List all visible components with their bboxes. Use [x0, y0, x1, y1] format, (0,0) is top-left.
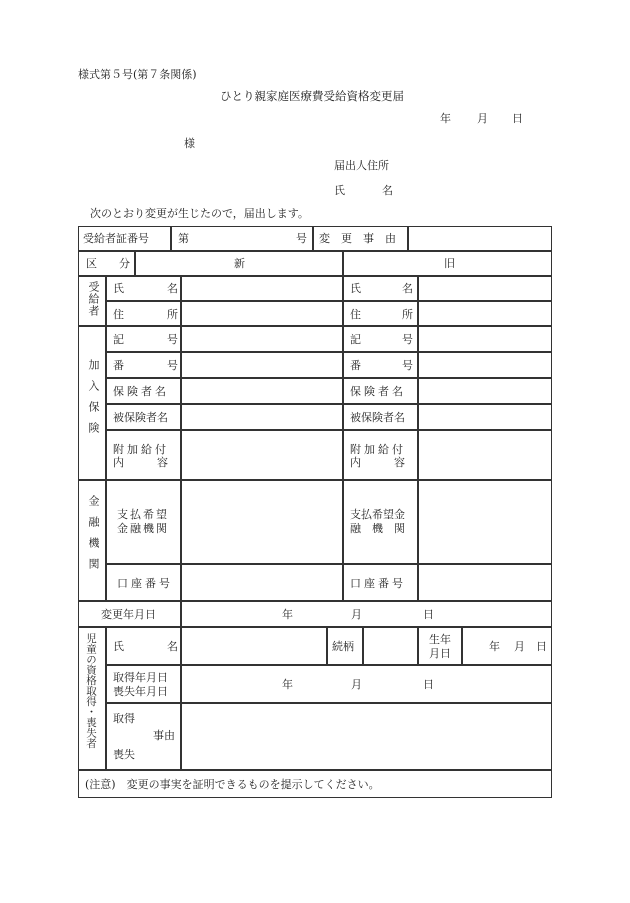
relation-input[interactable]: [363, 627, 418, 665]
reason-acquire: 取得: [113, 712, 135, 725]
benefit-old-label-cell: [343, 430, 418, 480]
number-old-label-a: 番: [350, 359, 361, 372]
birth-label-line2: 月日: [429, 647, 451, 660]
insured-label-cell: [106, 404, 181, 430]
kubun-cell: [78, 251, 135, 276]
symbol-label-a: 記: [113, 333, 124, 346]
recipient-group-label: 受給者: [87, 281, 100, 317]
account-old-input[interactable]: [418, 564, 552, 601]
symbol-new-input[interactable]: [181, 326, 343, 352]
change-date-tsuki: 月: [351, 608, 362, 621]
relation-label-cell: [327, 627, 363, 665]
recipient-name-mei: 名: [167, 282, 178, 295]
bank-new-input[interactable]: [181, 480, 343, 564]
birth-hi: 日: [536, 640, 547, 653]
recipient-address-old-sho: 所: [402, 308, 413, 321]
symbol-old-label-a: 記: [350, 333, 361, 346]
bank-group-cell: [78, 480, 106, 601]
insurer-new-input[interactable]: [181, 378, 343, 404]
date-month-label: 月: [477, 112, 488, 125]
child-name-label-cell: [106, 627, 181, 665]
number-old-input[interactable]: [418, 352, 552, 378]
reason-input[interactable]: [181, 703, 552, 770]
recipient-address-label-cell: [106, 301, 181, 326]
account-label-cell: [106, 564, 181, 601]
form-title: ひとり親家庭医療費受給資格変更届: [220, 89, 404, 103]
intro-sentence: 次のとおり変更が生じたので，届出します。: [90, 207, 309, 220]
old-header: 旧: [444, 257, 455, 270]
benefit-old-label-line1: 附加給付: [350, 443, 406, 456]
reason-lose: 喪失: [113, 748, 135, 761]
insurance-group-label: 加入保険: [87, 359, 100, 443]
benefit-old-label-line2: 内 容: [350, 456, 405, 469]
cert-no-go: 号: [296, 232, 307, 245]
recipient-address-old-label-cell: [343, 301, 418, 326]
old-header-cell: [343, 251, 552, 276]
change-date-hi: 日: [423, 608, 434, 621]
recipient-name-label-cell: [106, 276, 181, 301]
kubun-label-a: 区: [86, 257, 97, 270]
recipient-name-new-input[interactable]: [181, 276, 343, 301]
birth-nen: 年: [489, 640, 500, 653]
form-number: 様式第５号(第７条関係): [78, 68, 197, 81]
account-old-label: 口座番号: [350, 577, 406, 590]
insured-label: 被保険者名: [113, 411, 168, 424]
bank-label-line1: 支払希望: [117, 508, 169, 521]
date-year-label: 年: [440, 112, 451, 125]
change-reason-input[interactable]: [408, 226, 552, 251]
change-date-label: 変更年月日: [101, 608, 156, 621]
kubun-label-b: 分: [119, 257, 130, 270]
insured-old-input[interactable]: [418, 404, 552, 430]
change-date-label-cell: [78, 601, 181, 627]
change-date-input[interactable]: [181, 601, 552, 627]
date-day-label: 日: [512, 112, 523, 125]
acq-loss-date-input[interactable]: [181, 665, 552, 703]
bank-old-label-line2: 融 機 関: [350, 522, 405, 535]
recipient-address-old-input[interactable]: [418, 301, 552, 326]
reason-label-cell: [106, 703, 181, 770]
bank-label-cell: [106, 480, 181, 564]
acq-loss-nen: 年: [282, 678, 293, 691]
insurer-old-label: 保険者名: [350, 385, 406, 398]
child-name-mei: 名: [167, 640, 178, 653]
symbol-old-input[interactable]: [418, 326, 552, 352]
change-reason-label-cell: [313, 226, 408, 251]
acq-loss-tsuki: 月: [351, 678, 362, 691]
acq-loss-hi: 日: [423, 678, 434, 691]
recipient-address-old-ju: 住: [350, 308, 361, 321]
insurer-label: 保険者名: [113, 385, 169, 398]
change-reason-label: 変 更 事 由: [319, 232, 396, 245]
applicant-name-label-mei: 名: [382, 184, 393, 197]
note-text: (注意) 変更の事実を証明できるものを提示してください。: [85, 778, 380, 791]
birth-date-input[interactable]: [462, 627, 552, 665]
number-label-a: 番: [113, 359, 124, 372]
account-label: 口座番号: [117, 577, 173, 590]
bank-label-line2: 金融機関: [117, 522, 169, 535]
number-old-label-cell: [343, 352, 418, 378]
symbol-label-cell: [106, 326, 181, 352]
symbol-old-label-cell: [343, 326, 418, 352]
acq-loss-date-label-cell: [106, 665, 181, 703]
symbol-label-b: 号: [167, 333, 178, 346]
bank-group-label: 金融機関: [87, 495, 100, 579]
birth-label-line1: 生年: [429, 633, 451, 646]
bank-old-label-line1: 支払希望金: [350, 508, 405, 521]
acquire-date-label: 取得年月日: [113, 671, 168, 684]
benefit-label-line2: 内 容: [113, 456, 168, 469]
recipient-name-old-shi: 氏: [350, 282, 361, 295]
bank-old-input[interactable]: [418, 480, 552, 564]
note-cell: [78, 770, 552, 798]
benefit-label-cell: [106, 430, 181, 480]
new-header-cell: [135, 251, 343, 276]
recipient-group-cell: [78, 276, 106, 326]
change-date-nen: 年: [282, 608, 293, 621]
insured-old-label: 被保険者名: [350, 411, 405, 424]
cert-no-label-cell: [78, 226, 171, 251]
cert-no-label: 受給者証番号: [83, 232, 149, 245]
insurance-group-cell: [78, 326, 106, 480]
lose-date-label: 喪失年月日: [113, 685, 168, 698]
relation-label: 続柄: [332, 640, 354, 653]
birth-label-cell: [418, 627, 462, 665]
child-group-label: 児童の資格取得・喪失者: [85, 633, 97, 749]
insured-new-input[interactable]: [181, 404, 343, 430]
insurer-old-label-cell: [343, 378, 418, 404]
cert-no-input-cell[interactable]: [171, 226, 313, 251]
cert-no-dai: 第: [178, 232, 189, 245]
symbol-old-label-b: 号: [402, 333, 413, 346]
addressee-sama: 様: [184, 137, 195, 150]
benefit-new-input[interactable]: [181, 430, 343, 480]
number-label-b: 号: [167, 359, 178, 372]
recipient-address-ju: 住: [113, 308, 124, 321]
child-group-cell: [78, 627, 106, 770]
recipient-name-old-mei: 名: [402, 282, 413, 295]
account-old-label-cell: [343, 564, 418, 601]
recipient-address-new-input[interactable]: [181, 301, 343, 326]
recipient-name-old-input[interactable]: [418, 276, 552, 301]
insurer-label-cell: [106, 378, 181, 404]
new-header: 新: [234, 257, 245, 270]
child-name-input[interactable]: [181, 627, 327, 665]
bank-old-label-cell: [343, 480, 418, 564]
insurer-old-input[interactable]: [418, 378, 552, 404]
applicant-name-label-shi: 氏: [334, 184, 345, 197]
birth-tsuki: 月: [514, 640, 525, 653]
child-name-shi: 氏: [113, 640, 124, 653]
applicant-address-label: 届出人住所: [334, 159, 389, 172]
recipient-name-shi: 氏: [113, 282, 124, 295]
benefit-label-line1: 附加給付: [113, 443, 169, 456]
number-old-label-b: 号: [402, 359, 413, 372]
number-label-cell: [106, 352, 181, 378]
number-new-input[interactable]: [181, 352, 343, 378]
account-new-input[interactable]: [181, 564, 343, 601]
reason-jiyu: 事由: [153, 729, 175, 742]
insured-old-label-cell: [343, 404, 418, 430]
benefit-old-input[interactable]: [418, 430, 552, 480]
recipient-address-sho: 所: [167, 308, 178, 321]
recipient-name-old-label-cell: [343, 276, 418, 301]
